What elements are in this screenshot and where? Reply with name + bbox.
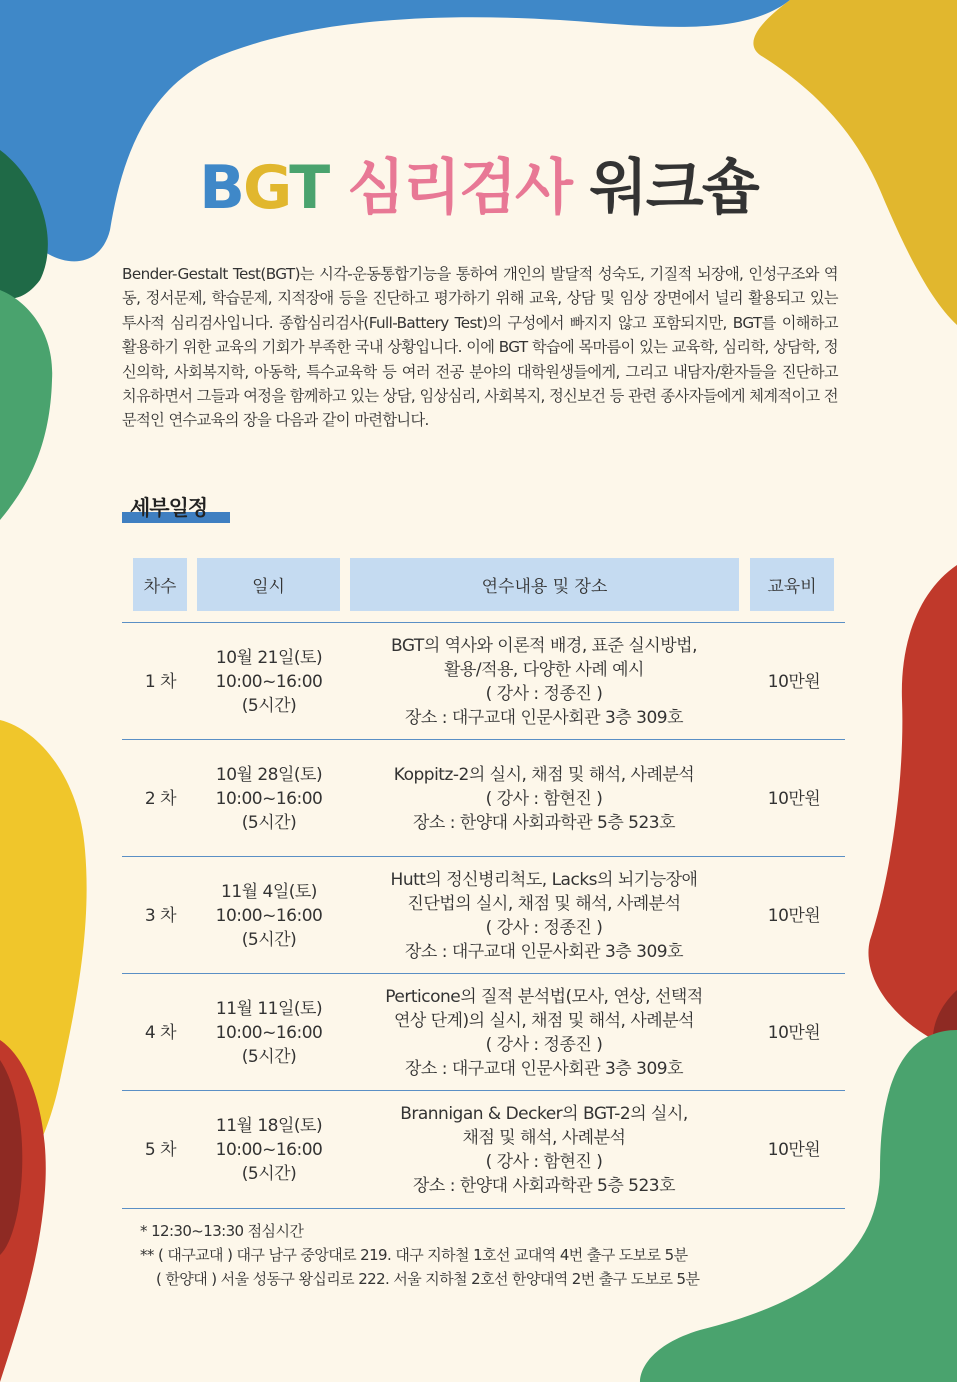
date-duration: (5시간) — [241, 929, 297, 950]
red-blob-right — [868, 565, 957, 1050]
date-day: 11월 4일(토) — [221, 881, 317, 902]
date-time: 10:00~16:00 — [215, 905, 323, 926]
date-day: 10월 21일(토) — [215, 647, 323, 668]
row-date — [197, 740, 341, 857]
date-duration: (5시간) — [241, 1163, 297, 1184]
date-time: 10:00~16:00 — [215, 788, 323, 809]
date-day: 11월 18일(토) — [215, 1115, 323, 1136]
header-fee: 교육비 — [750, 558, 834, 611]
row-date — [197, 857, 341, 974]
note-location-hanyang: ( 한양대 ) 서울 성동구 왕십리로 222. 서울 지하철 2호선 한양대역 2번 출구 도보로 5분 — [156, 1270, 700, 1288]
content-line: Koppitz-2의 실시, 채점 및 해석, 사례분석 — [393, 764, 695, 785]
row-fee: 10만원 — [767, 788, 821, 809]
content-instructor: ( 강사 : 정종진 ) — [485, 1034, 603, 1055]
page-title — [0, 140, 957, 226]
content-line: 연상 단계)의 실시, 채점 및 해석, 사례분석 — [393, 1010, 695, 1031]
table-row — [122, 622, 845, 740]
row-round: 4 차 — [144, 1022, 177, 1043]
row-date — [197, 1091, 341, 1208]
content-instructor: ( 강사 : 함현진 ) — [485, 1151, 603, 1172]
date-time: 10:00~16:00 — [215, 671, 323, 692]
row-content — [350, 740, 738, 857]
header-date: 일시 — [197, 558, 340, 611]
content-location: 장소 : 한양대 사회과학관 5층 523호 — [412, 1175, 676, 1196]
content-line: Perticone의 질적 분석법(모사, 연상, 선택적 — [385, 986, 703, 1007]
row-date — [197, 974, 341, 1091]
row-fee: 10만원 — [767, 1139, 821, 1160]
title-letter-t: T — [289, 153, 329, 223]
content-line: BGT의 역사와 이론적 배경, 표준 실시방법, — [391, 635, 697, 656]
content-line: 활용/적용, 다양한 사례 예시 — [444, 659, 644, 680]
content-location: 장소 : 한양대 사회과학관 5층 523호 — [412, 812, 676, 833]
note-location-daegu: ** ( 대구교대 ) 대구 남구 중앙대로 219. 대구 지하철 1호선 교대역 4번 출구 도보로 5분 — [140, 1246, 688, 1264]
title-workshop: 워크숍 — [589, 153, 758, 223]
content-location: 장소 : 대구교대 인문사회관 3층 309호 — [405, 1058, 683, 1079]
content-location: 장소 : 대구교대 인문사회관 3층 309호 — [405, 941, 683, 962]
title-letter-b: B — [199, 153, 244, 223]
content-line: Brannigan & Decker의 BGT-2의 실시, — [400, 1103, 688, 1124]
table-row — [122, 856, 845, 974]
content-instructor: ( 강사 : 함현진 ) — [485, 788, 603, 809]
date-duration: (5시간) — [241, 1046, 297, 1067]
green-blob-left — [0, 290, 52, 520]
note-lunch: * 12:30~13:30 점심시간 — [140, 1222, 304, 1240]
date-day: 11월 11일(토) — [215, 998, 323, 1019]
table-row — [122, 1090, 845, 1209]
row-round: 2 차 — [144, 788, 177, 809]
row-fee: 10만원 — [767, 671, 821, 692]
content-line: 진단법의 실시, 채점 및 해석, 사례분석 — [407, 893, 681, 914]
row-round: 3 차 — [144, 905, 177, 926]
footnotes — [140, 1219, 699, 1291]
section-heading — [122, 492, 230, 530]
content-instructor: ( 강사 : 정종진 ) — [485, 917, 603, 938]
title-psych-test: 심리검사 — [347, 153, 571, 223]
date-duration: (5시간) — [241, 812, 297, 833]
row-fee: 10만원 — [767, 1022, 821, 1043]
row-content — [350, 857, 738, 974]
row-date — [197, 623, 341, 740]
date-duration: (5시간) — [241, 695, 297, 716]
row-round: 1 차 — [144, 671, 177, 692]
table-row — [122, 973, 845, 1091]
row-content — [350, 1091, 738, 1208]
row-content — [350, 623, 738, 740]
content-location: 장소 : 대구교대 인문사회관 3층 309호 — [405, 707, 683, 728]
intro-paragraph: Bender-Gestalt Test(BGT)는 시각-운동통합기능을 통하여 개인의 발달적 성숙도, 기질적 뇌장애, 인성구조와 역동, 정서문제, 학습문제, 지적장애 등을 진단하고 평가하기 위해 교육, 상담 및 임상 장면에서 널리 활용되고 있는 투사적 심리검사입니다. 종합심리검사(Full-Battery Test)의 구성에서 빠지지 않고 포함되지만, BGT를 이해하고 활용하기 위한 교육의 기회가 부족한 국내 상황입니다. 이에 BGT 학습에 목마름이 있는 교육학, 심리학, 상담학, 정신의학, 사회복지학, 아동학, 특수교육학 등 여러 전공 분야의 대학원생들에게, 그리고 내담자/환자들을 진단하고 치유하면서 그들과 여정을 함께하고 있는 상담, 임상심리, 사회복지, 정신보건 등 관련 종사자들에게 체계적이고 전문적인 연수교육의 장을 다음과 같이 마련합니다. — [122, 265, 838, 430]
header-content: 연수내용 및 장소 — [350, 558, 739, 611]
row-fee: 10만원 — [767, 905, 821, 926]
title-letter-g: G — [243, 153, 290, 223]
date-time: 10:00~16:00 — [215, 1139, 323, 1160]
content-line: Hutt의 정신병리척도, Lacks의 뇌기능장애 — [390, 869, 698, 890]
content-instructor: ( 강사 : 정종진 ) — [485, 683, 603, 704]
date-day: 10월 28일(토) — [215, 764, 323, 785]
header-round: 차수 — [133, 558, 187, 611]
row-content — [350, 974, 738, 1091]
content-line: 채점 및 해석, 사례분석 — [462, 1127, 626, 1148]
section-heading-label: 세부일정 — [130, 496, 208, 520]
row-round: 5 차 — [144, 1139, 177, 1160]
table-row — [122, 739, 845, 857]
date-time: 10:00~16:00 — [215, 1022, 323, 1043]
